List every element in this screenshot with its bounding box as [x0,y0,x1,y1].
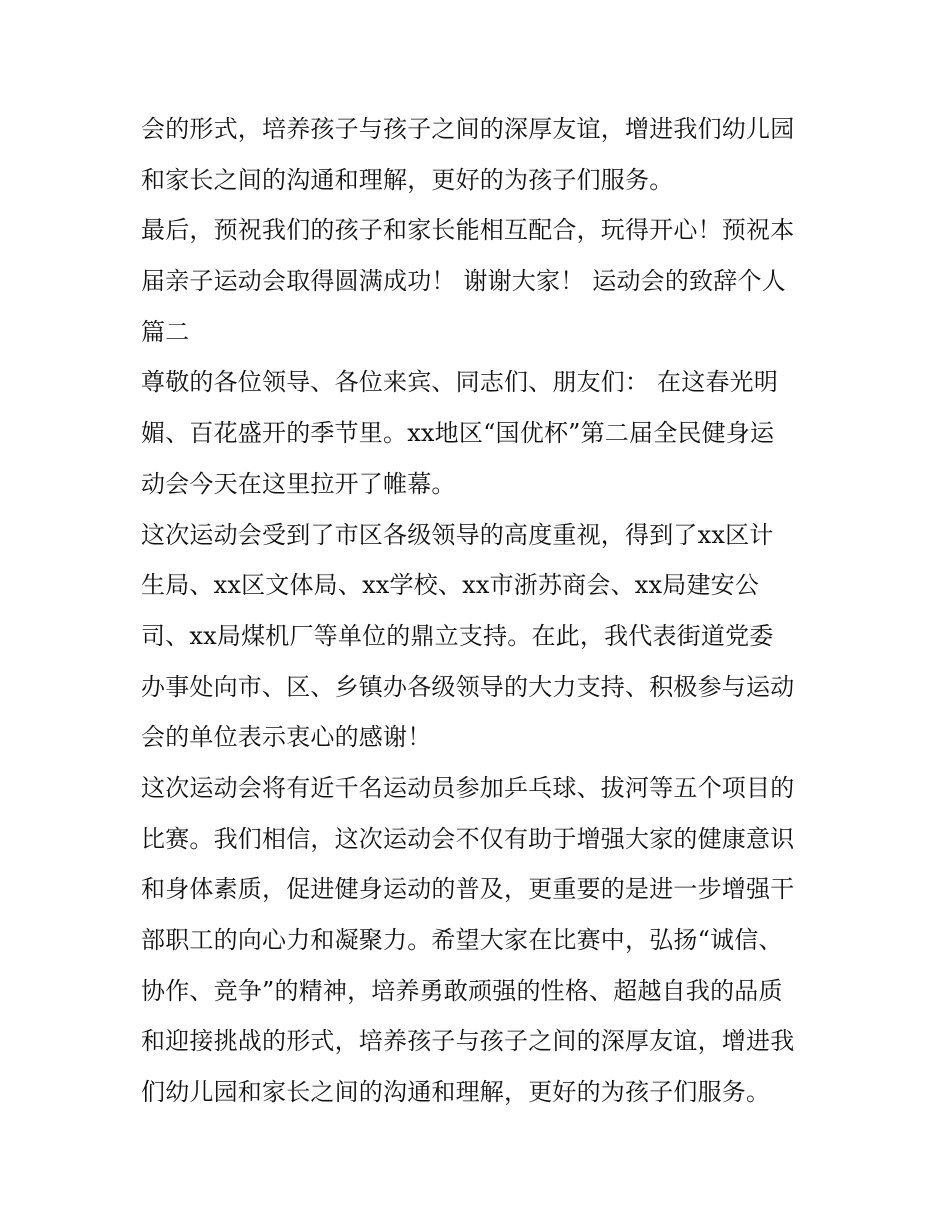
text-line: 和身体素质，促进健身运动的普及，更重要的是进一步增强干 [141,875,795,904]
text-line: 生局、xx区文体局、xx学校、xx市浙苏商会、xx局建安公 [141,571,760,600]
text-line: 部职工的向心力和凝聚力。希望大家在比赛中，弘扬“诚信、 [141,926,783,954]
text-line: 届亲子运动会取得圆满成功！ 谢谢大家！ 运动会的致辞个人 [141,267,786,296]
text-line: 们幼儿园和家长之间的沟通和理解，更好的为孩子们服务。 [141,1078,771,1107]
text-line: 动会今天在这里拉开了帷幕。 [141,469,456,498]
text-line: 比赛。我们相信，这次运动会不仅有助于增强大家的健康意识 [141,824,795,853]
text-line: 尊敬的各位领导、各位来宾、同志们、朋友们： 在这春光明 [141,368,779,397]
text-line: 司、xx局煤机厂等单位的鼎立支持。在此，我代表街道党委 [141,621,774,650]
text-line: 和迎接挑战的形式，培养孩子与孩子之间的深厚友谊，增进我 [141,1027,795,1056]
text-line: 办事处向市、区、乡镇办各级领导的大力支持、积极参与运动 [141,672,795,701]
text-line: 协作、竞争”的精神，培养勇敢顽强的性格、超越自我的品质 [141,976,783,1005]
section-heading: 篇二 [141,317,190,346]
document-body [141,104,821,1118]
text-line: 和家长之间的沟通和理解，更好的为孩子们服务。 [141,165,674,194]
text-line: 媚、百花盛开的季节里。xx地区“国优杯”第二届全民健身运 [141,419,775,448]
text-line: 这次运动会将有近千名运动员参加乒乓球、拔河等五个项目的 [141,773,795,802]
text-line: 会的形式，培养孩子与孩子之间的深厚友谊，增进我们幼儿园 [141,115,795,143]
text-line: 会的单位表示衷心的感谢！ [141,723,432,752]
text-line: 这次运动会受到了市区各级领导的高度重视，得到了xx区计 [141,520,774,549]
text-line: 最后，预祝我们的孩子和家长能相互配合，玩得开心！预祝本 [141,216,795,245]
